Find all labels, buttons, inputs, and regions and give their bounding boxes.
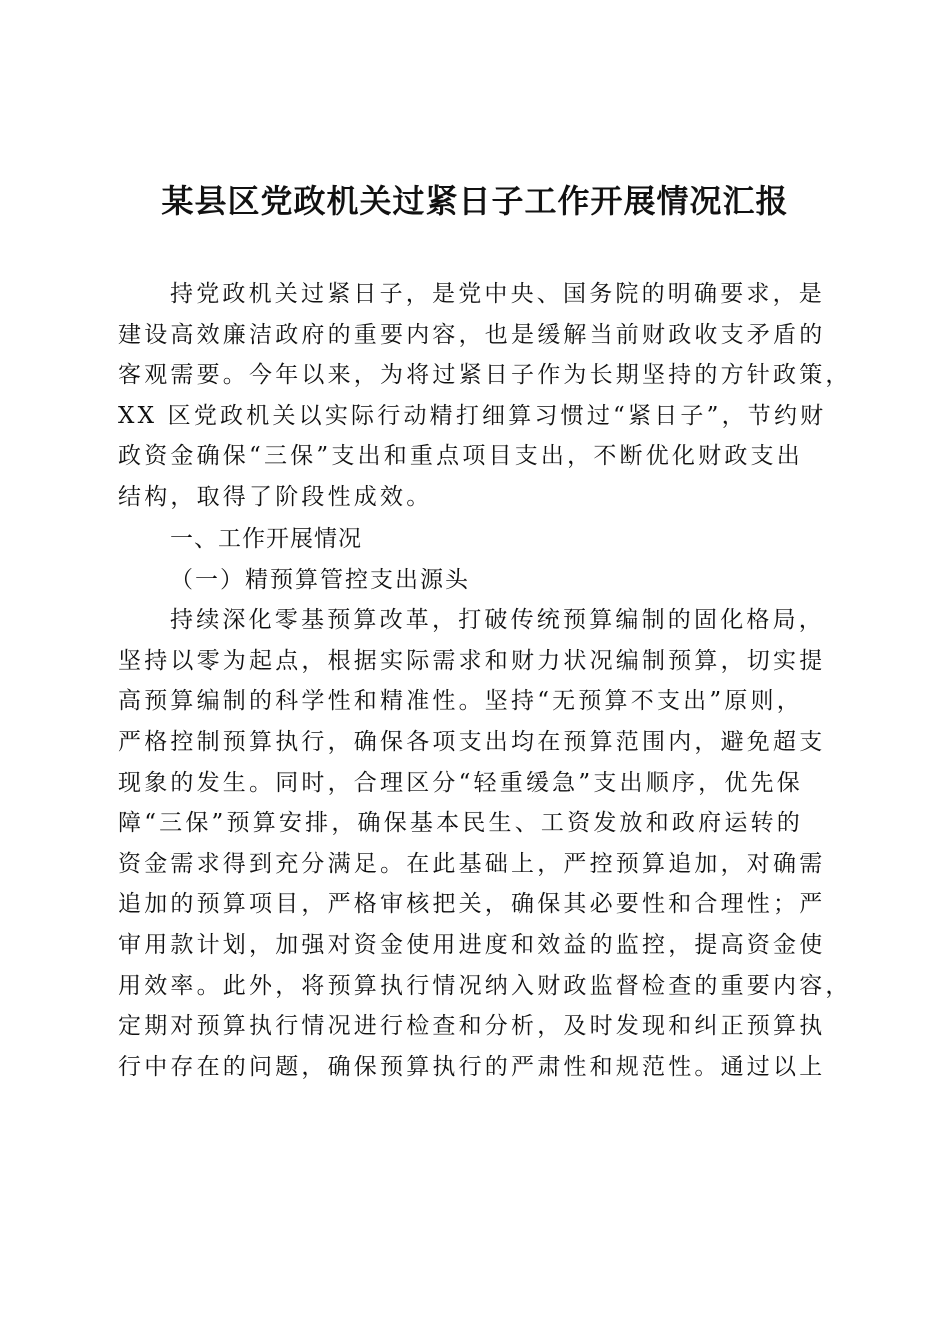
- text-line: 严格控制预算执行，确保各项支出均在预算范围内，避免超支: [118, 728, 826, 755]
- text-line: 行中存在的问题，确保预算执行的严肃性和规范性。通过以上: [118, 1053, 826, 1080]
- text-line: 现象的发生。同时，合理区分“轻重缓急”支出顺序，优先保: [118, 769, 803, 796]
- text-line: 追加的预算项目，严格审核把关，确保其必要性和合理性；严: [118, 891, 826, 918]
- text-line: 定期对预算执行情况进行检查和分析，及时发现和纠正预算执: [118, 1013, 826, 1040]
- text-line: 障“三保”预算安排，确保基本民生、工资发放和政府运转的: [118, 810, 803, 837]
- text-line: 政资金确保“三保”支出和重点项目支出，不断优化财政支出: [118, 443, 803, 470]
- text-line: 资金需求得到充分满足。在此基础上，严控预算追加，对确需: [118, 850, 826, 877]
- text-line: 用效率。此外，将预算执行情况纳入财政监督检查的重要内容，: [118, 972, 852, 999]
- body-paragraph: [118, 600, 852, 1087]
- text-line: 结构，取得了阶段性成效。: [118, 483, 433, 510]
- document-body: [118, 274, 852, 1087]
- intro-paragraph: [118, 274, 852, 517]
- text-line: 持续深化零基预算改革，打破传统预算编制的固化格局，: [170, 607, 825, 634]
- document-title: 某县区党政机关过紧日子工作开展情况汇报: [161, 182, 789, 220]
- text-line: 持党政机关过紧日子，是党中央、国务院的明确要求，是: [170, 281, 825, 307]
- text-line: XX 区党政机关以实际行动精打细算习惯过“紧日子”，节约财: [118, 402, 827, 429]
- text-line: 建设高效廉洁政府的重要内容，也是缓解当前财政收支矛盾的: [118, 321, 826, 348]
- subsection-heading: （一）精预算管控支出源头: [170, 566, 470, 593]
- text-line: 客观需要。今年以来，为将过紧日子作为长期坚持的方针政策，: [118, 362, 852, 389]
- section-heading: 一、工作开展情况: [170, 525, 362, 552]
- text-line: 坚持以零为起点，根据实际需求和财力状况编制预算，切实提: [118, 647, 826, 674]
- text-line: 高预算编制的科学性和精准性。坚持“无预算不支出”原则，: [118, 688, 803, 715]
- text-line: 审用款计划，加强对资金使用进度和效益的监控，提高资金使: [118, 931, 826, 958]
